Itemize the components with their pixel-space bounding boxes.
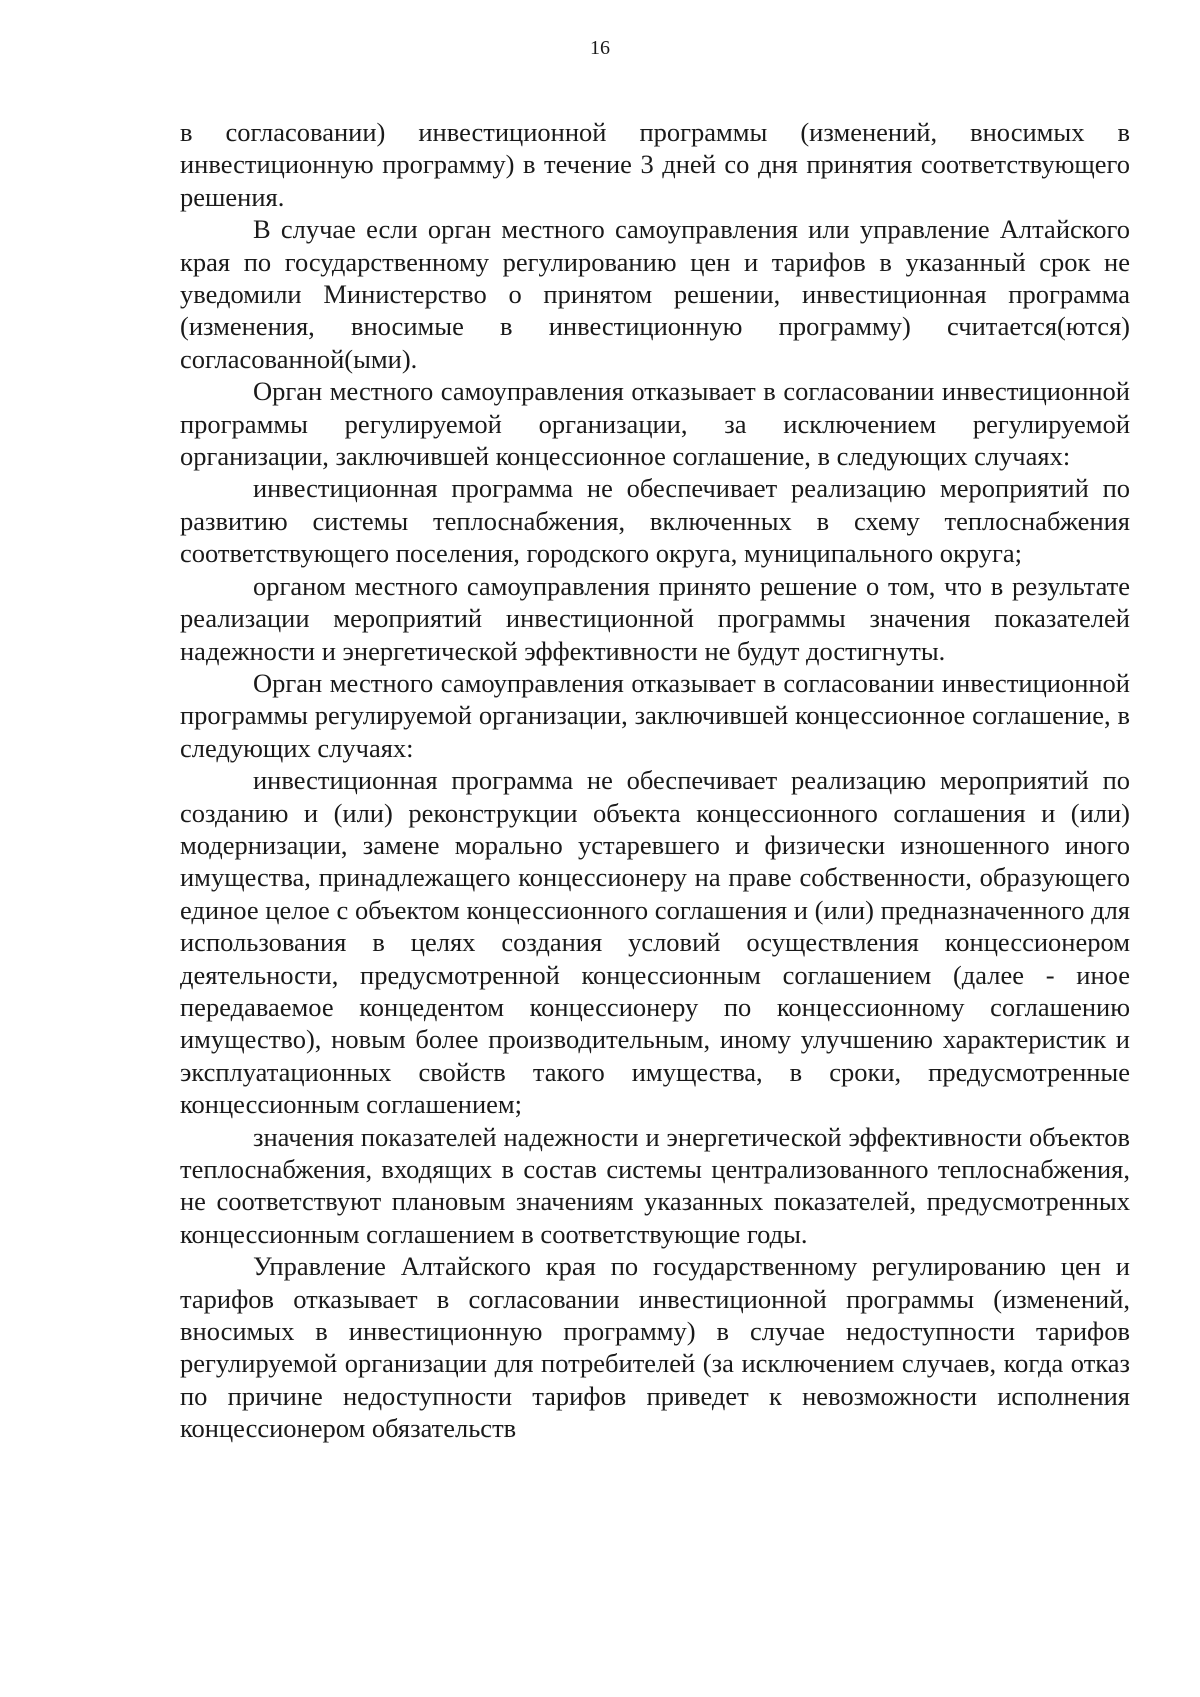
paragraph-5: органом местного самоуправления принято решение о том, что в результате реализации мероприятий инвестиционной программы значения показателей надежности и энергетической эффективности не будут достигнуты.	[180, 570, 1130, 666]
paragraph-7: инвестиционная программа не обеспечивает реализацию мероприятий по созданию и (или) реконструкции объекта концессионного соглашения и (или) модернизации, замене морально устаревшего и физически изношенного иного имущества, принадлежащего концессионеру на праве собственности, образующего единое целое с объектом концессионного соглашения и (или) предназначенного для использования в целях создания условий осуществления концессионером деятельности, предусмотренной концессионным соглашением (далее - иное передаваемое концедентом концессионеру по концессионному соглашению имущество), новым более производительным, иному улучшению характеристик и эксплуатационных свойств такого имущества, в сроки, предусмотренные концессионным соглашением;	[180, 765, 1130, 1120]
paragraph-6: Орган местного самоуправления отказывает в согласовании инвестиционной программы регулируемой организации, заключившей концессионное соглашение, в следующих случаях:	[180, 667, 1130, 763]
paragraph-1: в согласовании) инвестиционной программы (изменений, вносимых в инвестиционную программу) в течение 3 дней со дня принятия соответствующего решения.	[180, 117, 1130, 212]
paragraph-3: Орган местного самоуправления отказывает в согласовании инвестиционной программы регулируемой организации, за исключением регулируемой организации, заключившей концессионное соглашение, в следующих случаях:	[180, 376, 1130, 472]
document-body	[180, 116, 1130, 1445]
paragraph-9: Управление Алтайского края по государственному регулированию цен и тарифов отказывает в согласовании инвестиционной программы (изменений, вносимых в инвестиционную программу) в случае недоступности тарифов регулируемой организации для потребителей (за исключением случаев, когда отказ по причине недоступности тарифов приведет к невозможности исполнения концессионером обязательств	[180, 1251, 1130, 1444]
paragraph-4: инвестиционная программа не обеспечивает реализацию мероприятий по развитию системы теплоснабжения, включенных в схему теплоснабжения соответствующего поселения, городского округа, муниципального округа;	[180, 473, 1130, 569]
paragraph-8: значения показателей надежности и энергетической эффективности объектов теплоснабжения, входящих в состав системы централизованного теплоснабжения, не соответствуют плановым значениям указанных показателей, предусмотренных концессионным соглашением в соответствующие годы.	[180, 1121, 1130, 1249]
page-number: 16	[590, 37, 610, 59]
paragraph-2: В случае если орган местного самоуправления или управление Алтайского края по государственному регулированию цен и тарифов в указанный срок не уведомили Министерство о принятом решении, инвестиционная программа (изменения, вносимые в инвестиционную программу) считается(ются) согласованной(ыми).	[180, 214, 1130, 374]
